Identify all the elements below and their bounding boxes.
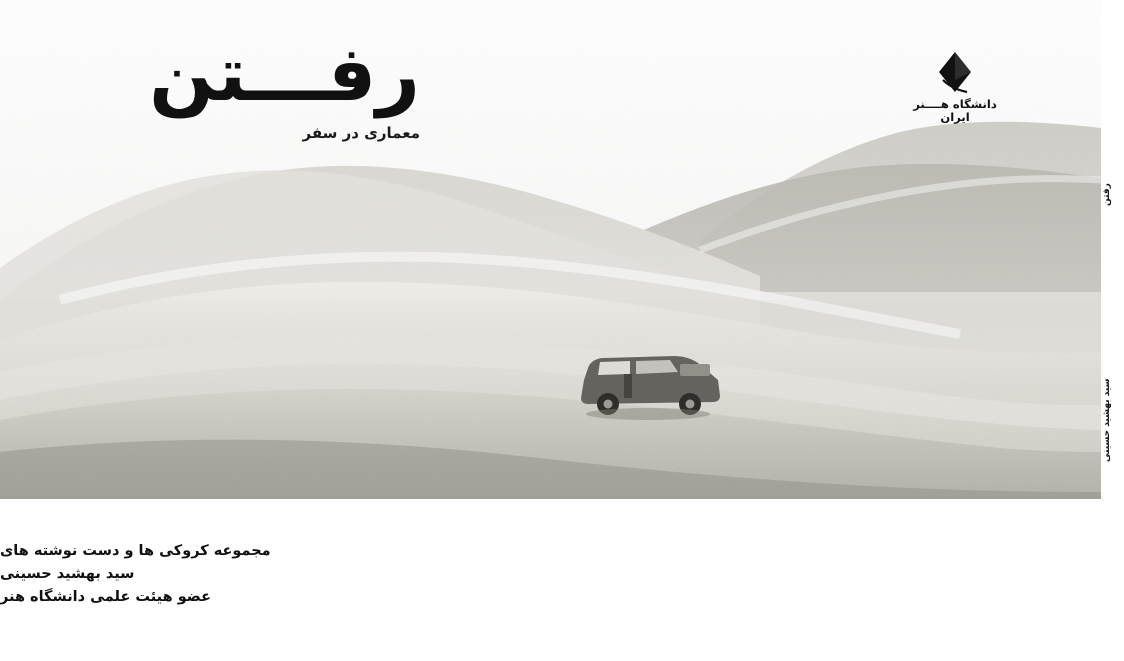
credit-line-2: سید بهشید حسینی: [0, 565, 135, 582]
title-block: [0, 29, 420, 142]
credit-line-3: عضو هیئت علمی دانشگاه هنر: [0, 588, 211, 605]
diamond-quill-mark-icon: [931, 50, 979, 102]
spine-title: رفتن: [1102, 183, 1112, 207]
cover-spine-strip: [1101, 0, 1124, 499]
spine-author: سید بهشید حسینی: [1102, 378, 1112, 462]
page-title: رفـــتن: [149, 29, 420, 118]
publisher-logo: [905, 42, 1005, 132]
credit-line-1: مجموعه کروکی ها و دست نوشته های: [0, 543, 271, 559]
credits-block: [0, 540, 410, 609]
page-subtitle: معماری در سفر: [302, 123, 420, 142]
publisher-logo-text: دانشگاه هــــنر ایران: [913, 98, 997, 124]
